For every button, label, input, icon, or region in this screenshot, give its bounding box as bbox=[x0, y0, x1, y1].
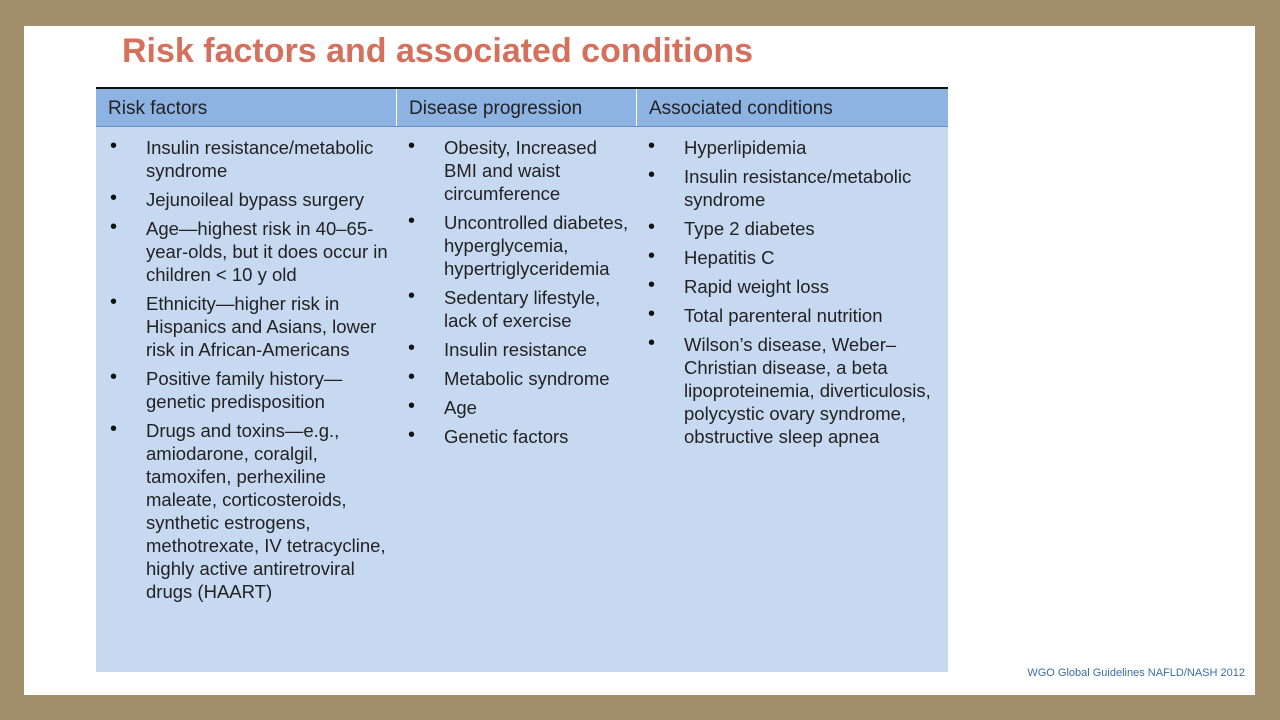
source-citation: WGO Global Guidelines NAFLD/NASH 2012 bbox=[1027, 667, 1245, 679]
list-item: • Insulin resistance/metabolic syndrome bbox=[108, 136, 396, 182]
list-item: • Uncontrolled diabetes, hyperglycemia, hypertriglyceridemia bbox=[406, 211, 632, 280]
list-item: • Ethnicity—higher risk in Hispanics and Asians, lower risk in African-Americans bbox=[108, 292, 396, 361]
list-item: • Jejunoileal bypass surgery bbox=[108, 188, 396, 211]
list-item: • Rapid weight loss bbox=[646, 275, 946, 298]
list-item: • Obesity, Increased BMI and waist circumference bbox=[406, 136, 632, 205]
column-disease-progression bbox=[396, 127, 636, 609]
header-risk-factors: Risk factors bbox=[108, 98, 208, 119]
slide-title: Risk factors and associated conditions bbox=[122, 32, 754, 70]
list-item: • Genetic factors bbox=[406, 425, 632, 448]
column-associated-conditions bbox=[636, 127, 948, 609]
list-item: • Total parenteral nutrition bbox=[646, 304, 946, 327]
list-item: • Wilson’s disease, Weber–Christian disease, a beta lipoproteinemia, diverticulosis, polycystic ovary syndrome, obstructive sleep apnea bbox=[646, 333, 946, 448]
list-item: • Type 2 diabetes bbox=[646, 217, 946, 240]
list-item: • Hepatitis C bbox=[646, 246, 946, 269]
list-item: • Hyperlipidemia bbox=[646, 136, 946, 159]
header-associated-conditions: Associated conditions bbox=[636, 89, 948, 126]
table-header bbox=[96, 89, 948, 127]
list-item: • Sedentary lifestyle, lack of exercise bbox=[406, 286, 632, 332]
list-item: • Drugs and toxins—e.g., amiodarone, coralgil, tamoxifen, perhexiline maleate, corticosteroids, synthetic estrogens, methotrexate, IV tetracycline, highly active antiretroviral drugs (HAART) bbox=[108, 419, 396, 603]
list-item: • Insulin resistance bbox=[406, 338, 632, 361]
risk-factors-table bbox=[96, 87, 948, 672]
list-item: • Positive family history—genetic predisposition bbox=[108, 367, 396, 413]
list-item: • Metabolic syndrome bbox=[406, 367, 632, 390]
list-item: • Age bbox=[406, 396, 632, 419]
slide bbox=[24, 26, 1255, 695]
column-risk-factors bbox=[96, 127, 396, 609]
list-item: • Age—highest risk in 40–65-year-olds, but it does occur in children < 10 y old bbox=[108, 217, 396, 286]
header-disease-progression: Disease progression bbox=[396, 89, 636, 126]
table-body bbox=[96, 127, 948, 609]
list-item: • Insulin resistance/metabolic syndrome bbox=[646, 165, 946, 211]
